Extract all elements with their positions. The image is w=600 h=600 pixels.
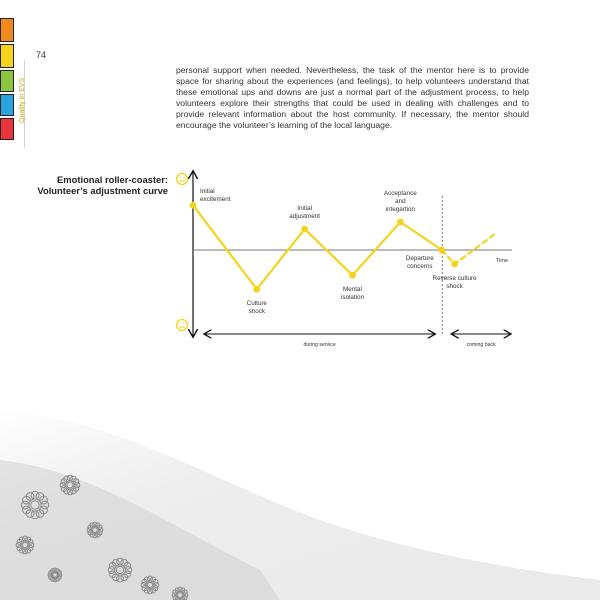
data-label-5-line-0: Departure bbox=[405, 255, 434, 262]
data-point-6 bbox=[451, 261, 458, 268]
span-label-1: coming back bbox=[466, 342, 496, 348]
data-label-1-line-1: shock bbox=[248, 308, 266, 316]
data-label-1-line-0: Culture bbox=[246, 300, 267, 308]
page-number: 74 bbox=[36, 50, 47, 60]
chart-title-line-2: Volunteer’s adjustment curve bbox=[37, 185, 168, 196]
sidebar-section-label: Quality in EVS bbox=[19, 77, 26, 123]
data-label-0-line-1: excitement bbox=[200, 196, 231, 204]
chart-title-line-1: Emotional roller-coaster: bbox=[57, 174, 168, 185]
data-label-2-line-0: Initial bbox=[297, 205, 313, 212]
data-label-5-line-1: concerns bbox=[407, 263, 433, 270]
happy-face-icon-eye-left bbox=[179, 177, 180, 178]
data-label-6-line-0: Reverse culture bbox=[432, 275, 477, 282]
data-label-2-line-1: adjustment bbox=[289, 213, 321, 220]
data-point-0 bbox=[190, 202, 197, 209]
data-label-0-line-0: Initial bbox=[200, 188, 215, 196]
happy-face-icon-eye-right bbox=[183, 177, 184, 178]
sad-face-icon-eye-right bbox=[183, 323, 184, 324]
data-point-5 bbox=[438, 247, 445, 254]
data-label-6-line-1: shock bbox=[446, 283, 463, 290]
data-label-4-line-0: Acceptance bbox=[383, 190, 417, 197]
body-paragraph: personal support when needed. Nevertheless, the task of the mentor here is to provide space for sharing about the experiences (and feelings), to help volunteers understand that these emotional ups and downs are just a normal part of the adjustment process, to help volunteers explore their strengths that could be used in dealing with challenges and to provide relevant information about the host community. If necessary, the mentor should encourage the volunteer’s learning of the local language. bbox=[176, 65, 529, 131]
sad-face-icon bbox=[177, 320, 188, 331]
data-point-1 bbox=[253, 286, 260, 293]
happy-face-icon bbox=[177, 174, 188, 185]
data-point-4 bbox=[397, 219, 404, 226]
data-label-4-line-1: and bbox=[395, 198, 406, 205]
data-label-3-line-0: Mental bbox=[343, 286, 362, 294]
x-axis-label: Time bbox=[495, 258, 508, 264]
span-label-0: during service bbox=[303, 342, 336, 348]
sad-face-icon-eye-left bbox=[179, 323, 180, 324]
data-point-3 bbox=[349, 272, 356, 279]
data-point-2 bbox=[301, 226, 308, 233]
data-label-3-line-1: isolation bbox=[340, 294, 365, 302]
series-line-coming-back bbox=[442, 233, 496, 264]
data-label-4-line-2: integartion bbox=[385, 206, 416, 213]
